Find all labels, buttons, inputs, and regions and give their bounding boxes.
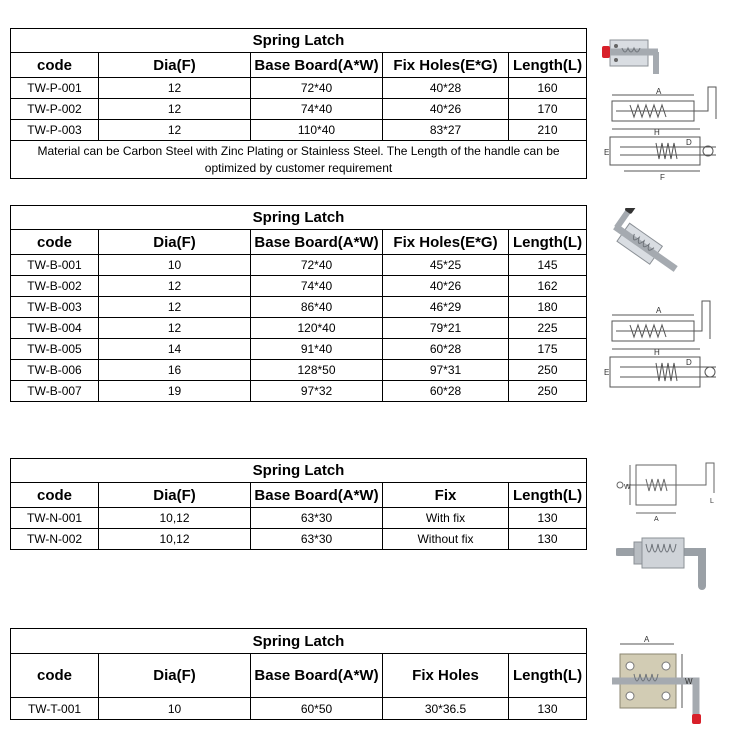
cell-base-board: 60*50 — [251, 698, 383, 720]
header-dia: Dia(F) — [99, 483, 251, 508]
spring-latch-table-n — [10, 458, 587, 550]
cell-base-board: 110*40 — [251, 120, 383, 141]
cell-code: TW-T-001 — [11, 698, 99, 720]
cell-length: 250 — [509, 360, 587, 381]
header-fix-holes: Fix Holes — [383, 654, 509, 698]
cell-code: TW-P-003 — [11, 120, 99, 141]
table-row — [11, 529, 587, 550]
header-fix-holes: Fix Holes(E*G) — [383, 53, 509, 78]
label-w: W — [624, 484, 631, 491]
header-length: Length(L) — [509, 53, 587, 78]
table-row — [11, 508, 587, 529]
table-title: Spring Latch — [11, 206, 587, 230]
header-code: code — [11, 483, 99, 508]
cell-length: 130 — [509, 698, 587, 720]
spring-latch-table-p — [10, 28, 587, 179]
table-row — [11, 339, 587, 360]
cell-code: TW-B-001 — [11, 255, 99, 276]
label-w: W — [685, 677, 693, 686]
header-code: code — [11, 654, 99, 698]
material-note: Material can be Carbon Steel with Zinc Plating or Stainless Steel. The Length of the handle can be optimized by customer requirement — [11, 141, 587, 179]
cell-length: 180 — [509, 297, 587, 318]
label-a: A — [654, 516, 659, 523]
label-e: E — [604, 368, 610, 377]
header-code: code — [11, 230, 99, 255]
cell-dia: 12 — [99, 297, 251, 318]
header-base-board: Base Board(A*W) — [251, 654, 383, 698]
header-dia: Dia(F) — [99, 230, 251, 255]
label-e: E — [604, 148, 610, 157]
header-dia: Dia(F) — [99, 53, 251, 78]
cell-fix-holes: 83*27 — [383, 120, 509, 141]
cell-base-board: 63*30 — [251, 529, 383, 550]
cell-dia: 12 — [99, 78, 251, 99]
label-d: D — [686, 138, 692, 147]
table-row — [11, 318, 587, 339]
cell-length: 170 — [509, 99, 587, 120]
header-fix-holes: Fix Holes(E*G) — [383, 230, 509, 255]
latch-photo-b — [604, 208, 688, 288]
cell-fix-holes: 45*25 — [383, 255, 509, 276]
label-a: A — [644, 636, 650, 644]
cell-length: 210 — [509, 120, 587, 141]
cell-dia: 12 — [99, 276, 251, 297]
cell-dia: 12 — [99, 120, 251, 141]
table-row — [11, 297, 587, 318]
cell-fix-holes: 46*29 — [383, 297, 509, 318]
latch-photo-t — [604, 636, 714, 728]
cell-dia: 10,12 — [99, 529, 251, 550]
cell-code: TW-P-002 — [11, 99, 99, 120]
table-row — [11, 255, 587, 276]
latch-photo-n — [616, 528, 722, 590]
cell-length: 145 — [509, 255, 587, 276]
header-length: Length(L) — [509, 230, 587, 255]
table-title: Spring Latch — [11, 629, 587, 654]
cell-code: TW-B-005 — [11, 339, 99, 360]
cell-code: TW-B-002 — [11, 276, 99, 297]
cell-base-board: 72*40 — [251, 78, 383, 99]
cell-fix-holes: 60*28 — [383, 381, 509, 402]
table-row — [11, 381, 587, 402]
cell-length: 250 — [509, 381, 587, 402]
cell-fix-holes: 79*21 — [383, 318, 509, 339]
label-h: H — [654, 348, 660, 357]
cell-length: 130 — [509, 508, 587, 529]
cell-dia: 14 — [99, 339, 251, 360]
latch-drawing-p — [600, 85, 722, 183]
cell-code: TW-B-007 — [11, 381, 99, 402]
cell-dia: 10,12 — [99, 508, 251, 529]
header-base-board: Base Board(A*W) — [251, 230, 383, 255]
cell-fix-holes: 60*28 — [383, 339, 509, 360]
cell-dia: 10 — [99, 698, 251, 720]
cell-length: 162 — [509, 276, 587, 297]
cell-dia: 12 — [99, 318, 251, 339]
label-d: D — [686, 358, 692, 367]
cell-code: TW-N-002 — [11, 529, 99, 550]
cell-fix-holes: 30*36.5 — [383, 698, 509, 720]
cell-base-board: 72*40 — [251, 255, 383, 276]
cell-fix-holes: 40*26 — [383, 276, 509, 297]
cell-code: TW-P-001 — [11, 78, 99, 99]
cell-base-board: 128*50 — [251, 360, 383, 381]
cell-length: 225 — [509, 318, 587, 339]
cell-fix: Without fix — [383, 529, 509, 550]
table-row — [11, 276, 587, 297]
cell-code: TW-B-006 — [11, 360, 99, 381]
cell-length: 130 — [509, 529, 587, 550]
latch-photo-p — [600, 28, 670, 84]
table-title: Spring Latch — [11, 459, 587, 483]
header-base-board: Base Board(A*W) — [251, 53, 383, 78]
cell-fix-holes: 97*31 — [383, 360, 509, 381]
cell-base-board: 120*40 — [251, 318, 383, 339]
header-length: Length(L) — [509, 654, 587, 698]
cell-code: TW-B-003 — [11, 297, 99, 318]
header-code: code — [11, 53, 99, 78]
label-a: A — [656, 306, 662, 315]
header-base-board: Base Board(A*W) — [251, 483, 383, 508]
cell-code: TW-B-004 — [11, 318, 99, 339]
cell-fix-holes: 40*26 — [383, 99, 509, 120]
table-row — [11, 78, 587, 99]
cell-dia: 16 — [99, 360, 251, 381]
cell-base-board: 86*40 — [251, 297, 383, 318]
table-row — [11, 360, 587, 381]
label-a: A — [656, 87, 662, 96]
cell-base-board: 97*32 — [251, 381, 383, 402]
label-f: F — [660, 173, 665, 182]
cell-fix-holes: 40*28 — [383, 78, 509, 99]
cell-code: TW-N-001 — [11, 508, 99, 529]
table-row — [11, 99, 587, 120]
cell-base-board: 91*40 — [251, 339, 383, 360]
latch-drawing-b — [600, 295, 722, 403]
label-h: H — [654, 128, 660, 137]
table-row — [11, 120, 587, 141]
cell-dia: 10 — [99, 255, 251, 276]
cell-base-board: 63*30 — [251, 508, 383, 529]
cell-dia: 12 — [99, 99, 251, 120]
cell-base-board: 74*40 — [251, 99, 383, 120]
cell-fix: With fix — [383, 508, 509, 529]
cell-dia: 19 — [99, 381, 251, 402]
latch-drawing-n — [606, 455, 726, 525]
cell-length: 175 — [509, 339, 587, 360]
spring-latch-table-b — [10, 205, 587, 402]
cell-base-board: 74*40 — [251, 276, 383, 297]
header-length: Length(L) — [509, 483, 587, 508]
cell-length: 160 — [509, 78, 587, 99]
label-l: L — [710, 498, 714, 505]
header-fix: Fix — [383, 483, 509, 508]
header-dia: Dia(F) — [99, 654, 251, 698]
table-title: Spring Latch — [11, 29, 587, 53]
table-row — [11, 698, 587, 720]
spring-latch-table-t — [10, 628, 587, 720]
